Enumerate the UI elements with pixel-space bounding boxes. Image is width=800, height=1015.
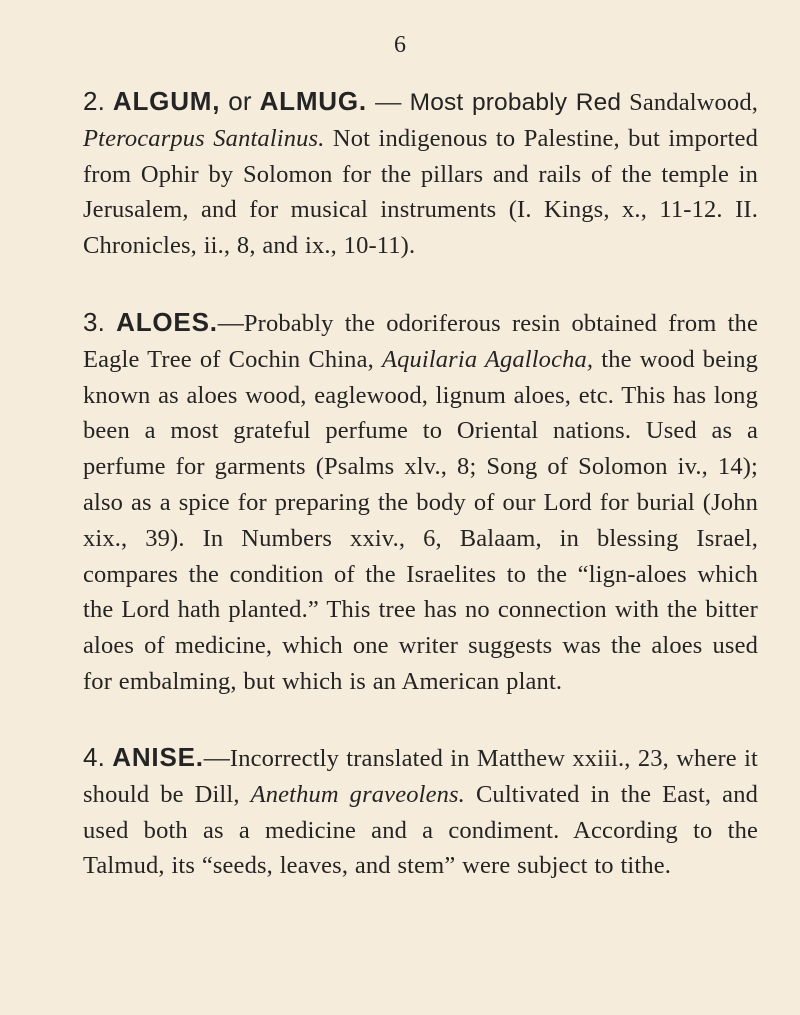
entry-number: 2. bbox=[83, 86, 105, 116]
entry-latin-name: Anethum graveolens. bbox=[250, 780, 465, 808]
entry-aloes bbox=[83, 305, 758, 700]
entry-heading-alt: ALMUG. bbox=[259, 86, 367, 116]
entry-heading: ANISE. bbox=[112, 742, 204, 772]
entry-text: Not indigenous to Palestine, but imported from Ophir by Solomon for the pillars and rails of the temple in Jerusalem, and for musical instruments (I. Kings, x., 11-12. II. Chronicles, ii., 8, and ix., 10-11). bbox=[83, 124, 758, 260]
entry-separator: — bbox=[366, 87, 410, 116]
entry-latin-name: Aquilaria Agallocha, bbox=[381, 345, 594, 373]
entry-text: Sandalwood, bbox=[621, 89, 759, 116]
entry-separator: — bbox=[203, 743, 230, 772]
entry-heading: ALGUM, bbox=[112, 86, 221, 116]
entry-text: the wood being known as aloes wood, eaglewood, lignum aloes, etc. This has long been a most grateful perfume to Oriental nations. Used as a perfume for garments (Psalms xlv., 8; Song of Solomon iv., 14); also as a spice for preparing the body of our Lord for burial (John xix., 39). In Numbers xxiv., 6, Balaam, in blessing Israel, compares the condition of the Israelites to the “lign-aloes which the Lord hath planted.” This tree has no connection with the bitter aloes of medicine, which one writer suggests was the aloes used for embalming, but which is an American plant. bbox=[83, 345, 758, 695]
entry-number: 3. bbox=[83, 307, 105, 337]
entry-intro: Most probably Red bbox=[409, 89, 622, 116]
entry-text: Cultivated in the East, and used both as a medicine and a condiment. According to the Talmud, its “seeds, leaves, and stem” were subject to tithe. bbox=[83, 780, 759, 880]
entry-algum bbox=[83, 84, 758, 264]
entry-number: 4. bbox=[83, 742, 105, 772]
entry-heading: ALOES. bbox=[116, 307, 218, 337]
entry-latin-name: Pterocarpus Santalinus. bbox=[83, 124, 325, 152]
page-number: 6 bbox=[394, 32, 406, 58]
entry-heading-or: or bbox=[228, 86, 252, 116]
entry-text: Probably the odoriferous resin obtained from the Eagle Tree of Cochin China, bbox=[83, 310, 758, 373]
entry-anise bbox=[83, 740, 758, 884]
entry-separator: — bbox=[217, 308, 244, 337]
entry-text: Incorrectly translated in Matthew xxiii., 23, where it should be Dill, bbox=[83, 745, 758, 808]
